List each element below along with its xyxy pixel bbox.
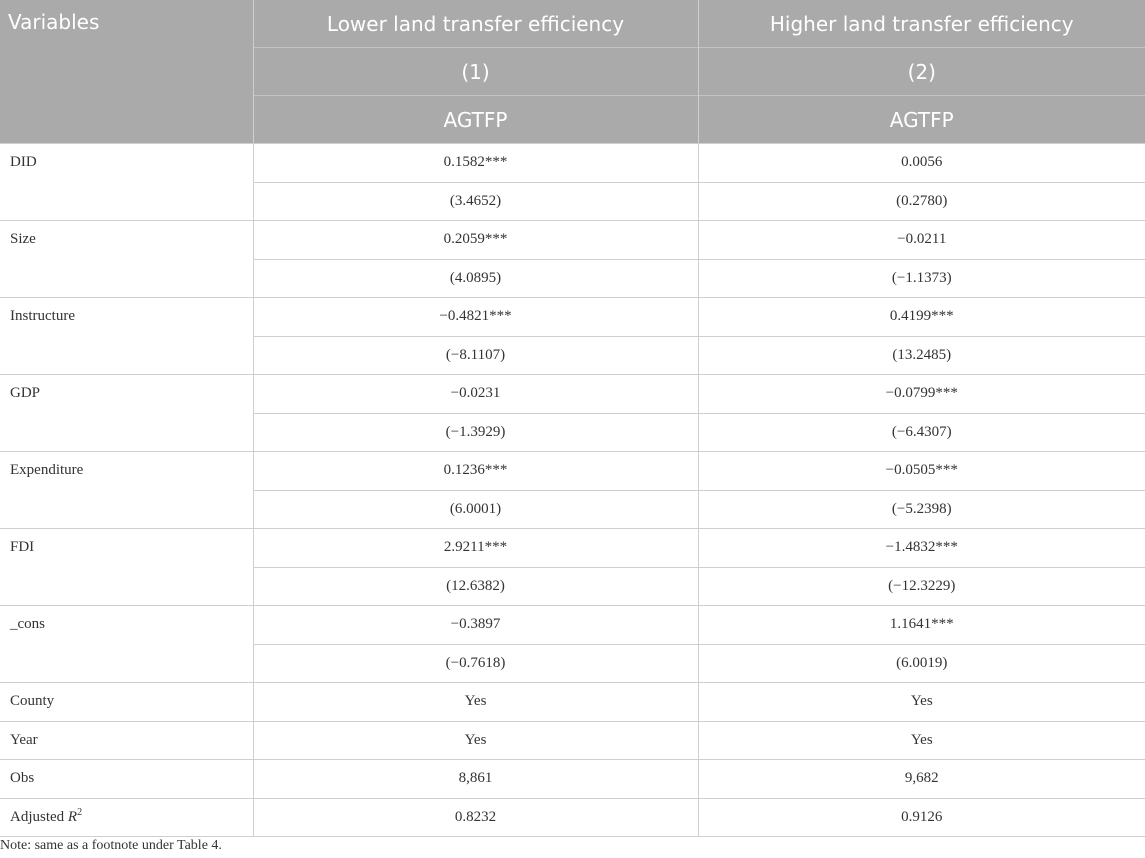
tstat-cell: (−1.1373) — [698, 259, 1145, 298]
row-label-size: Size — [0, 221, 253, 298]
table-row — [0, 683, 1145, 722]
table-row — [0, 144, 1145, 183]
row-label-fdi: FDI — [0, 529, 253, 606]
r2-cell: 0.8232 — [253, 798, 698, 837]
tstat-cell: (−1.3929) — [253, 413, 698, 452]
row-label-year: Year — [0, 721, 253, 760]
coef-cell: 0.1236*** — [253, 452, 698, 491]
col1-header: Lower land transfer efficiency — [253, 0, 698, 48]
col1-number: (1) — [253, 48, 698, 96]
obs-cell: 8,861 — [253, 760, 698, 799]
coef-cell: 0.2059*** — [253, 221, 698, 260]
col2-dependent-var: AGTFP — [698, 96, 1145, 144]
coef-cell: −0.0211 — [698, 221, 1145, 260]
fe-cell: Yes — [698, 683, 1145, 722]
tstat-cell: (−5.2398) — [698, 490, 1145, 529]
coef-cell: 0.4199*** — [698, 298, 1145, 337]
tstat-cell: (−6.4307) — [698, 413, 1145, 452]
table-row — [0, 452, 1145, 491]
table-row — [0, 798, 1145, 837]
col2-number: (2) — [698, 48, 1145, 96]
col1-dependent-var: AGTFP — [253, 96, 698, 144]
adjusted-r2-text: Adjusted — [10, 808, 68, 825]
coef-cell: −1.4832*** — [698, 529, 1145, 568]
table-row — [0, 721, 1145, 760]
table-row — [0, 529, 1145, 568]
variables-header: Variables — [0, 0, 253, 144]
table-row — [0, 760, 1145, 799]
table-header — [0, 0, 1145, 144]
row-label-county: County — [0, 683, 253, 722]
coef-cell: 2.9211*** — [253, 529, 698, 568]
fe-cell: Yes — [253, 683, 698, 722]
table-note: Note: same as a footnote under Table 4. — [0, 838, 222, 853]
coef-cell: 0.0056 — [698, 144, 1145, 183]
tstat-cell: (−12.3229) — [698, 567, 1145, 606]
coef-cell: −0.3897 — [253, 606, 698, 645]
table-row — [0, 375, 1145, 414]
tstat-cell: (12.6382) — [253, 567, 698, 606]
row-label-did: DID — [0, 144, 253, 221]
tstat-cell: (4.0895) — [253, 259, 698, 298]
tstat-cell: (6.0019) — [698, 644, 1145, 683]
coef-cell: 0.1582*** — [253, 144, 698, 183]
coef-cell: 1.1641*** — [698, 606, 1145, 645]
row-label-obs: Obs — [0, 760, 253, 799]
coef-cell: −0.0231 — [253, 375, 698, 414]
coef-cell: −0.4821*** — [253, 298, 698, 337]
tstat-cell: (6.0001) — [253, 490, 698, 529]
tstat-cell: (0.2780) — [698, 182, 1145, 221]
tstat-cell: (−0.7618) — [253, 644, 698, 683]
col2-header: Higher land transfer efficiency — [698, 0, 1145, 48]
row-label-expenditure: Expenditure — [0, 452, 253, 529]
row-label-gdp: GDP — [0, 375, 253, 452]
coef-cell: −0.0505*** — [698, 452, 1145, 491]
table-row — [0, 221, 1145, 260]
tstat-cell: (−8.1107) — [253, 336, 698, 375]
tstat-cell: (13.2485) — [698, 336, 1145, 375]
table-body — [0, 144, 1145, 837]
tstat-cell: (3.4652) — [253, 182, 698, 221]
fe-cell: Yes — [253, 721, 698, 760]
row-label-adjusted-r2 — [0, 798, 253, 837]
table-row — [0, 298, 1145, 337]
r2-cell: 0.9126 — [698, 798, 1145, 837]
squared-superscript: 2 — [77, 806, 83, 818]
row-label-cons: _cons — [0, 606, 253, 683]
table-row — [0, 606, 1145, 645]
coef-cell: −0.0799*** — [698, 375, 1145, 414]
obs-cell: 9,682 — [698, 760, 1145, 799]
fe-cell: Yes — [698, 721, 1145, 760]
r-symbol: R — [67, 808, 78, 825]
row-label-instructure: Instructure — [0, 298, 253, 375]
